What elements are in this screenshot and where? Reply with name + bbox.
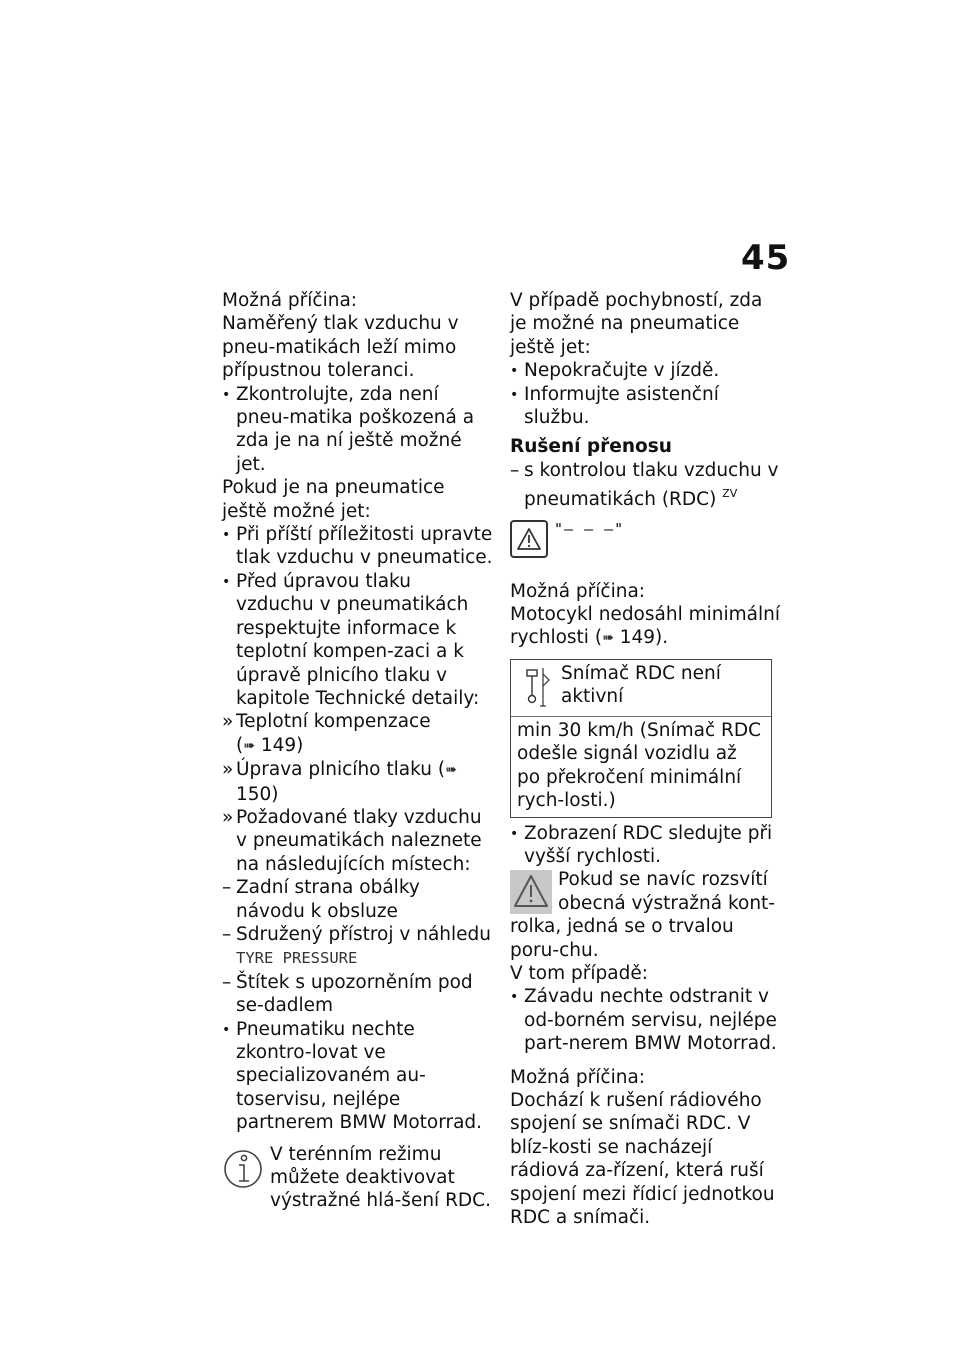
reference-item: » Teplotní kompenzace (➠ 149) — [222, 710, 494, 758]
arrow-bullet-icon: » — [222, 759, 234, 781]
page-reference-link[interactable]: 149). — [619, 627, 669, 649]
right-column — [510, 289, 782, 1229]
dash-icon: – — [222, 971, 232, 993]
bullet-icon: • — [222, 1021, 231, 1038]
bullet-icon: • — [222, 573, 231, 590]
warning-triangle-icon — [510, 870, 552, 914]
bullet-icon: • — [222, 386, 231, 403]
paragraph: V případě pochybností, zda je možné na pneumatice ještě jet: — [510, 290, 763, 358]
display-text: TYRE PRESSURE — [236, 949, 358, 968]
info-text: V terénním režimu můžete deaktivovat výstražné hlá-šení RDC. — [270, 1143, 491, 1212]
page-reference-link[interactable]: 150) — [236, 783, 279, 805]
arrow-bullet-icon: » — [222, 711, 234, 733]
cause-text: Naměřený tlak vzduchu v pneu-matikách leží mimo přípustnou toleranci. — [222, 313, 459, 382]
dash-icon: – — [510, 459, 520, 481]
reference-item: » Požadované tlaky vzduchu v pneumatikách naleznete na následujících místech: — [222, 806, 482, 875]
cause-text: Dochází k rušení rádiového spojení se snímači RDC. V blíz-kosti se nacházejí rádiová za-řízení, která ruší spojení mezi řídicí jednotkou RDC a snímači. — [510, 1089, 775, 1228]
table-header-text: Snímač RDC není aktivní — [561, 662, 721, 708]
dash-icon: – — [222, 923, 232, 945]
dash-item: – Sdružený přístroj v náhledu TYRE PRESSURE — [222, 923, 491, 968]
bullet-icon: • — [510, 825, 519, 842]
paragraph: Pokud je na pneumatice ještě možné jet: — [222, 477, 445, 522]
reference-item: » Úprava plnicího tlaku (➠ 150) — [222, 759, 457, 805]
display-code: "– – –" — [554, 519, 625, 538]
list-item: • Závadu nechte odstranit v od-borném servisu, nejlépe part-nerem BMW Motorrad. — [510, 986, 777, 1055]
bullet-icon: • — [510, 989, 519, 1006]
page-reference-link[interactable]: 149) — [260, 734, 304, 756]
bullet-icon: • — [510, 386, 519, 403]
cause-label: Možná příčina: — [222, 290, 358, 311]
warning-text: Pokud se navíc rozsvítí obecná výstražná kont-rolka, jedná se o trvalou poru-chu. — [510, 869, 775, 961]
page-reference-icon: ➠ — [243, 737, 255, 754]
page-reference-icon: ➠ — [602, 630, 614, 647]
list-item: • Před úpravou tlaku vzduchu v pneumatikách respektujte informace k teplotní kompen-zaci a k úpravě plnicího tlaku v kapitole Technické detaily: — [222, 570, 480, 709]
info-note — [222, 1143, 494, 1213]
dash-item: – s kontrolou tlaku vzduchu v pneumatikách (RDC) $^{ZV}$ — [510, 459, 779, 511]
cause-label: Možná příčina: — [510, 1066, 646, 1088]
dash-item: – Zadní strana obálky návodu k obsluze — [222, 877, 420, 922]
page-reference-icon: ➠ — [445, 762, 457, 779]
dash-icon: – — [222, 877, 232, 899]
equipment-code: ZV — [722, 487, 738, 501]
cause-label: Možná příčina: — [510, 580, 646, 602]
list-item: • Informujte asistenční službu. — [510, 383, 719, 429]
table-body: min 30 km/h (Snímač RDC odešle signál vozidlu až po překročení minimální rych-losti.) — [517, 719, 762, 812]
bullet-icon: • — [510, 363, 519, 380]
warning-indicator-icon — [510, 520, 548, 558]
list-item: • Zobrazení RDC sledujte při vyšší rychlosti. — [510, 822, 773, 867]
table-header — [511, 660, 771, 717]
cause-text: Motocykl nedosáhl minimální rychlosti (➠ 149). — [510, 603, 782, 651]
bullet-icon: • — [222, 527, 231, 544]
list-item: • Nepokračujte v jízdě. — [510, 359, 782, 382]
info-icon — [222, 1145, 264, 1191]
rdc-status-table — [510, 659, 772, 818]
list-item: • Pneumatiku nechte zkontro-lovat ve specializovaném au-toservisu, nejlépe partnerem BMW Motorrad. — [222, 1018, 483, 1134]
warning-display — [510, 520, 782, 580]
list-item: • Při příští příležitosti upravte tlak vzduchu v pneumatice. — [222, 524, 493, 569]
list-item: • Zkontrolujte, zda není pneu-matika poškozená a zda je na ní ještě možné jet. — [222, 383, 475, 475]
arrow-bullet-icon: » — [222, 806, 234, 828]
section-heading: Rušení přenosu — [510, 436, 672, 458]
warning-note — [510, 868, 782, 962]
left-column — [222, 289, 494, 1213]
paragraph: V tom případě: — [510, 962, 648, 984]
page-number: 45 — [741, 238, 791, 278]
dash-item: – Štítek s upozorněním pod se-dadlem — [222, 971, 473, 1017]
tire-sensor-icon — [523, 666, 555, 710]
